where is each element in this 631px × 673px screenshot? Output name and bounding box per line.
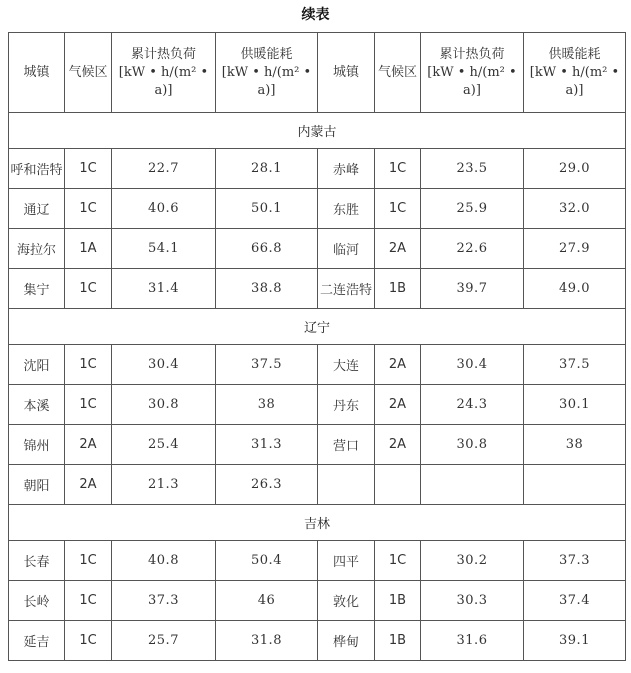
table-row [9, 189, 626, 229]
zone-cell: 2A [375, 425, 421, 465]
energy-cell: 46 [216, 581, 318, 621]
city-cell: 四平 [318, 541, 375, 581]
header-load [112, 33, 216, 113]
load-cell: 25.9 [421, 189, 524, 229]
region-title: 内蒙古 [9, 113, 626, 149]
load-cell: 24.3 [421, 385, 524, 425]
zone-cell: 2A [375, 345, 421, 385]
zone-cell: 1C [65, 581, 112, 621]
city-cell: 沈阳 [9, 345, 65, 385]
zone-cell: 1A [65, 229, 112, 269]
energy-cell: 31.8 [216, 621, 318, 661]
header-energy [524, 33, 626, 113]
city-cell: 丹东 [318, 385, 375, 425]
table-body [9, 113, 626, 661]
header-load-unit: [kW • h/(m² • a)] [427, 64, 517, 98]
city-cell: 长岭 [9, 581, 65, 621]
city-cell: 朝阳 [9, 465, 65, 505]
energy-cell: 38.8 [216, 269, 318, 309]
energy-cell: 28.1 [216, 149, 318, 189]
energy-cell: 32.0 [524, 189, 626, 229]
energy-cell: 27.9 [524, 229, 626, 269]
table-caption: 续表 [301, 7, 330, 23]
header-energy-unit: [kW • h/(m² • a)] [529, 64, 620, 98]
header-energy-unit: [kW • h/(m² • a)] [221, 64, 312, 98]
city-cell: 延吉 [9, 621, 65, 661]
zone-cell: 1C [65, 269, 112, 309]
region-row [9, 113, 626, 149]
energy-cell: 39.1 [524, 621, 626, 661]
city-cell: 集宁 [9, 269, 65, 309]
header-energy-title: 供暖能耗 [240, 46, 293, 62]
zone-cell: 1B [375, 621, 421, 661]
zone-cell [375, 465, 421, 505]
city-cell: 长春 [9, 541, 65, 581]
zone-cell: 2A [65, 425, 112, 465]
energy-cell: 30.1 [524, 385, 626, 425]
load-cell: 22.6 [421, 229, 524, 269]
zone-cell: 1B [375, 269, 421, 309]
energy-cell: 50.1 [216, 189, 318, 229]
header-load [421, 33, 524, 113]
table-row [9, 269, 626, 309]
header-row [9, 33, 626, 113]
city-cell: 营口 [318, 425, 375, 465]
region-title: 吉林 [9, 505, 626, 541]
energy-cell: 37.4 [524, 581, 626, 621]
header-city: 城镇 [318, 33, 375, 113]
city-cell: 大连 [318, 345, 375, 385]
header-load-unit: [kW • h/(m² • a)] [118, 64, 209, 98]
city-cell: 临河 [318, 229, 375, 269]
load-cell: 30.4 [421, 345, 524, 385]
city-cell: 通辽 [9, 189, 65, 229]
zone-cell: 1C [65, 345, 112, 385]
city-cell: 海拉尔 [9, 229, 65, 269]
load-cell: 30.2 [421, 541, 524, 581]
load-cell: 21.3 [112, 465, 216, 505]
load-cell: 25.7 [112, 621, 216, 661]
table-row [9, 385, 626, 425]
load-cell: 37.3 [112, 581, 216, 621]
load-cell: 30.8 [421, 425, 524, 465]
region-row [9, 505, 626, 541]
load-cell: 31.4 [112, 269, 216, 309]
table-row [9, 345, 626, 385]
table-row [9, 621, 626, 661]
table-row [9, 465, 626, 505]
energy-cell [524, 465, 626, 505]
zone-cell: 2A [375, 385, 421, 425]
energy-cell: 37.5 [216, 345, 318, 385]
load-cell: 30.3 [421, 581, 524, 621]
zone-cell: 2A [65, 465, 112, 505]
city-cell: 桦甸 [318, 621, 375, 661]
city-cell: 东胜 [318, 189, 375, 229]
load-cell: 30.8 [112, 385, 216, 425]
header-energy [216, 33, 318, 113]
region-title: 辽宁 [9, 309, 626, 345]
energy-cell: 38 [216, 385, 318, 425]
city-cell [318, 465, 375, 505]
table-row [9, 425, 626, 465]
load-cell: 31.6 [421, 621, 524, 661]
load-cell: 22.7 [112, 149, 216, 189]
heating-data-table [8, 32, 626, 661]
load-cell: 23.5 [421, 149, 524, 189]
city-cell: 呼和浩特 [9, 149, 65, 189]
zone-cell: 1C [65, 189, 112, 229]
energy-cell: 29.0 [524, 149, 626, 189]
header-zone: 气候区 [375, 33, 421, 113]
zone-cell: 1B [375, 581, 421, 621]
energy-cell: 37.5 [524, 345, 626, 385]
city-cell: 锦州 [9, 425, 65, 465]
table-row [9, 581, 626, 621]
load-cell: 25.4 [112, 425, 216, 465]
region-row [9, 309, 626, 345]
city-cell: 敦化 [318, 581, 375, 621]
zone-cell: 1C [65, 149, 112, 189]
energy-cell: 38 [524, 425, 626, 465]
header-load-title: 累计热负荷 [130, 46, 196, 62]
table-row [9, 149, 626, 189]
header-energy-title: 供暖能耗 [548, 46, 601, 62]
load-cell: 39.7 [421, 269, 524, 309]
energy-cell: 50.4 [216, 541, 318, 581]
zone-cell: 1C [65, 621, 112, 661]
city-cell: 二连浩特 [318, 269, 375, 309]
city-cell: 本溪 [9, 385, 65, 425]
table-row [9, 541, 626, 581]
zone-cell: 1C [375, 541, 421, 581]
energy-cell: 26.3 [216, 465, 318, 505]
zone-cell: 2A [375, 229, 421, 269]
load-cell: 40.8 [112, 541, 216, 581]
table-row [9, 229, 626, 269]
load-cell: 40.6 [112, 189, 216, 229]
zone-cell: 1C [375, 149, 421, 189]
header-load-title: 累计热负荷 [439, 46, 505, 62]
header-zone: 气候区 [65, 33, 112, 113]
energy-cell: 37.3 [524, 541, 626, 581]
header-city: 城镇 [9, 33, 65, 113]
load-cell [421, 465, 524, 505]
zone-cell: 1C [65, 541, 112, 581]
energy-cell: 49.0 [524, 269, 626, 309]
zone-cell: 1C [375, 189, 421, 229]
load-cell: 54.1 [112, 229, 216, 269]
energy-cell: 31.3 [216, 425, 318, 465]
zone-cell: 1C [65, 385, 112, 425]
load-cell: 30.4 [112, 345, 216, 385]
energy-cell: 66.8 [216, 229, 318, 269]
city-cell: 赤峰 [318, 149, 375, 189]
